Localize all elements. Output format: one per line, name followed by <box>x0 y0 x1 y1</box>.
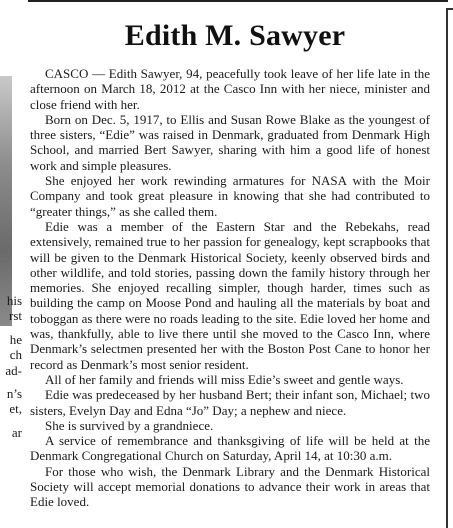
obituary-paragraph: A service of remembrance and thanksgiving of life will be held at the Denmark Congregational Church on Saturday, April 14, at 10:30 a.m. <box>30 433 430 464</box>
adjacent-column-text <box>0 293 22 440</box>
obituary-paragraph: For those who wish, the Denmark Library and the Denmark Historical Society will accept memorial donations to advance their work in areas that Edie loved. <box>30 463 430 510</box>
adjacent-fragment: his <box>6 293 22 308</box>
obituary-paragraph: CASCO — Edith Sawyer, 94, peacefully took leave of her life late in the afternoon on March 18, 2012 at the Casco Inn with her niece, minister and close friend with her. <box>30 66 430 112</box>
right-column-rule <box>446 8 453 528</box>
adjacent-fragment-gap <box>0 324 22 332</box>
obituary-paragraph: Born on Dec. 5, 1917, to Ellis and Susan Rowe Blake as the youngest of three sisters, “Edie” was raised in Denmark, graduated from Denmark High School, and married Bert Sawyer, sharing with him a good life of honest work and simple pleasures. <box>30 111 430 173</box>
adjacent-fragment: et, <box>9 401 22 417</box>
top-border-rule <box>28 0 448 2</box>
obituary-paragraph: Edie was predeceased by her husband Bert; their infant son, Michael; two sisters, Evelyn Day and Edna “Jo” Day; a nephew and niece. <box>30 387 430 418</box>
obituary-paragraph: Edie was a member of the Eastern Star and the Rebekahs, read extensively, remained true to her passion for genealogy, kept scrapbooks that will be given to the Denmark Historical Society, keenly observed birds and other wildlife, and told stories, passing down the family history through her memories. She enjoyed recalling simpler, though harder, times such as building the camp on Moose Pond and hauling all the materials by boat and toboggan as there were no roads leading to the site. Edie loved her home and was, thankfully, able to live there until she moved to the Casco Inn, where Denmark’s selectmen presented her with the Boston Post Cane to honor her record as Denmark’s most senior resident. <box>30 218 430 372</box>
adjacent-fragment-gap <box>0 417 22 425</box>
adjacent-fragment-gap <box>0 378 22 386</box>
adjacent-column-left <box>0 60 22 528</box>
obituary-paragraph: She is survived by a grandniece. <box>45 417 214 433</box>
obituary-body <box>30 66 430 510</box>
obituary-headline: Edith M. Sawyer <box>124 19 346 52</box>
adjacent-fragment: ch <box>9 347 22 363</box>
adjacent-photo-edge <box>0 76 12 326</box>
adjacent-fragment: ad- <box>5 362 22 378</box>
obituary-paragraph: She enjoyed her work rewinding armatures for NASA with the Moir Company and took great pleasure in knowing that she had contributed to “greater things,” as she called them. <box>30 173 430 219</box>
adjacent-fragment: rst <box>9 308 22 324</box>
adjacent-fragment: n’s <box>6 385 22 401</box>
obituary-paragraph: All of her family and friends will miss Edie’s sweet and gentle ways. <box>45 371 404 387</box>
adjacent-fragment: he <box>9 331 22 347</box>
adjacent-fragment: ar <box>11 424 22 440</box>
